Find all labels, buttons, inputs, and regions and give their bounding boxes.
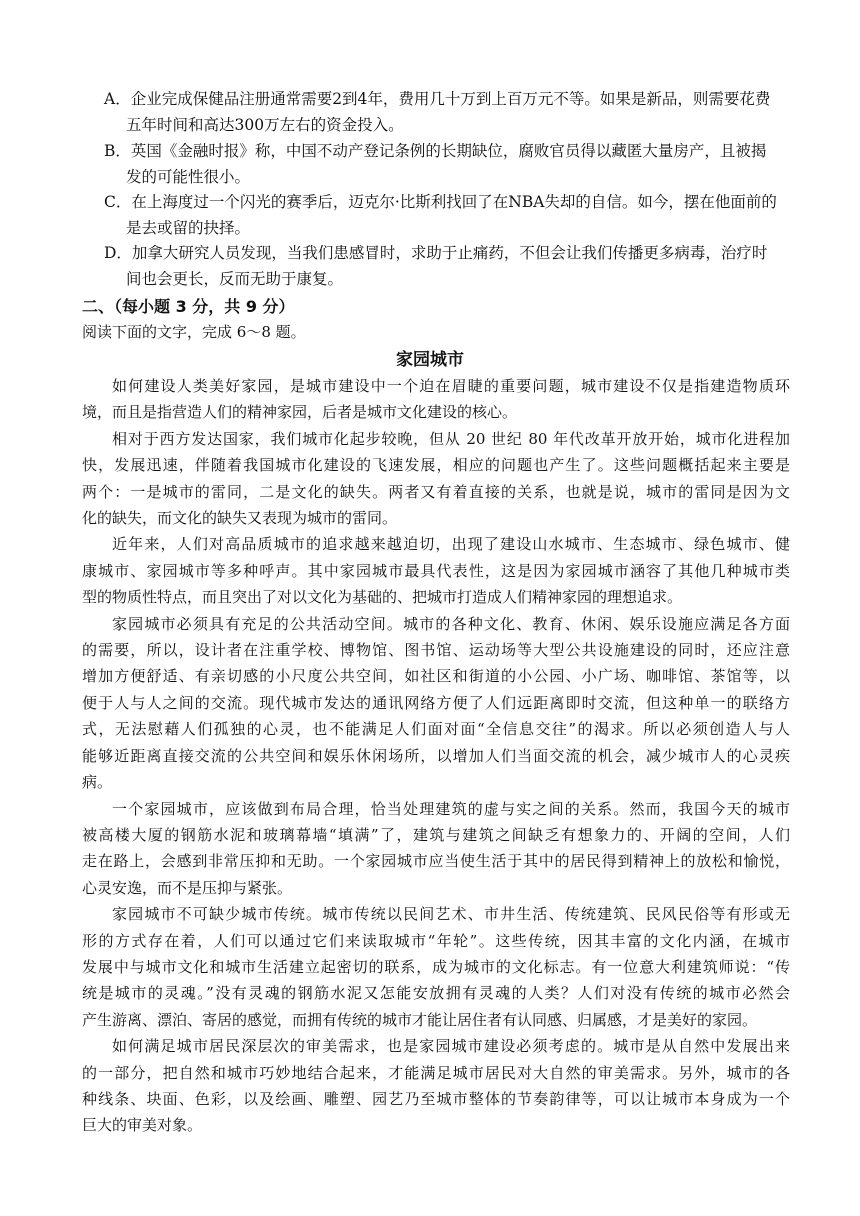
paragraph-line: 家园城市必须具有充足的公共活动空间。城市的各种文化、教育、休闲、娱乐设施应满足各方面: [112, 614, 790, 633]
paragraph-line: 产生游离、漂泊、寄居的感觉，而拥有传统的城市才能让居住者有认同感、归属感，才是美好的家园。: [82, 1010, 758, 1029]
paragraph-line: 快，发展迅速，伴随着我国城市化建设的飞速发展，相应的问题也产生了。这些问题概括起来主要是: [82, 456, 790, 475]
paragraph-line: 两个：一是城市的雷同，二是文化的缺失。两者又有着直接的关系，也就是说，城市的雷同是因为文: [82, 482, 790, 501]
paragraph-line: 境，而且是指营造人们的精神家园，后者是城市文化建设的核心。: [82, 403, 518, 422]
paragraph-line: 化的缺失，而文化的缺失又表现为城市的雷同。: [82, 509, 398, 528]
paragraph-line: 型的物质性特点，而且突出了对以文化为基础的、把城市打造成人们精神家园的理想追求。: [82, 588, 683, 607]
option-line: C．在上海度过一个闪光的赛季后，迈克尔·比斯利找回了在NBA失却的自信。如今，摆在他面前的: [104, 193, 777, 211]
paragraph-line: 相对于西方发达国家，我们城市化起步较晚，但从 20 世纪 80 年代改革开放开始，城市化进程加: [112, 429, 790, 448]
article-paragraph-7: [82, 1033, 790, 1139]
paragraph-line: 走在路上，会感到非常压抑和无助。一个家园城市应当使生活于其中的居民得到精神上的放松和愉悦，: [82, 852, 790, 871]
option-line: B．英国《金融时报》称，中国不动产登记条例的长期缺位，腐败官员得以藏匿大量房产，且被揭: [104, 142, 767, 160]
article-body: [82, 373, 790, 1139]
paragraph-line: 的需要，所以，设计者在注重学校、博物馆、图书馆、运动场等大型公共设施建设的同时，还应注意: [82, 641, 790, 660]
paragraph-line: 心灵安逸，而不是压抑与紧张。: [82, 878, 293, 897]
section-heading: 二、（每小题 3 分，共 9 分）: [82, 297, 295, 316]
paragraph-line: 的一部分，把自然和城市巧妙地结合起来，才能满足城市居民对大自然的审美需求。另外，城市的各: [82, 1063, 790, 1082]
option-line: D．加拿大研究人员发现，当我们患感冒时，求助于止痛药，不但会让我们传播更多病毒，治疗时: [104, 244, 768, 262]
option-a: [104, 86, 794, 138]
paragraph-line: 便于人与人之间的交流。现代城市发达的通讯网络方便了人们远距离即时交流，但这种单一的联络方: [82, 693, 790, 712]
article-title: 家园城市: [396, 350, 464, 370]
paragraph-line: 被高楼大厦的钢筋水泥和玻璃幕墙“填满”了，建筑与建筑之间缺乏有想象力的、开阔的空间，人们: [82, 825, 790, 844]
paragraph-line: 病。: [82, 773, 113, 792]
section-instruction: 阅读下面的文字，完成 6～8 题。: [82, 323, 306, 341]
paragraph-line: 式，无法慰藉人们孤独的心灵，也不能满足人们面对面“全信息交往”的渴求。所以必须创造人与人: [82, 720, 790, 739]
paragraph-line: 康城市、家园城市等多种呼声。其中家园城市最具代表性，这是因为家园城市涵容了其他几种城市类: [82, 561, 790, 580]
paragraph-line: 发展中与城市文化和城市生活建立起密切的联系，成为城市的文化标志。有一位意大利建筑师说：“传: [82, 957, 790, 976]
option-line: 间也会更长，反而无助于康复。: [126, 270, 344, 288]
article-paragraph-3: [82, 531, 790, 610]
article-paragraph-4: [82, 611, 790, 796]
option-line: A．企业完成保健品注册通常需要2到4年，费用几十万到上百万元不等。如果是新品，则需要花费: [104, 90, 771, 108]
option-line: 五年时间和高达300万左右的资金投入。: [126, 116, 404, 134]
paragraph-line: 如何建设人类美好家园，是城市建设中一个迫在眉睫的重要问题，城市建设不仅是指建造物质环: [112, 377, 790, 395]
paragraph-line: 形的方式存在着，人们可以通过它们来读取城市“年轮”。这些传统，因其丰富的文化内涵，在城市: [82, 931, 790, 950]
paragraph-line: 如何满足城市居民深层次的审美需求，也是家园城市建设必须考虑的。城市是从自然中发展出来: [112, 1037, 790, 1056]
paragraph-line: 种线条、块面、色彩，以及绘画、雕塑、园艺乃至城市整体的节奏韵律等，可以让城市本身成为一个: [82, 1089, 790, 1108]
paragraph-line: 巨大的审美对象。: [82, 1116, 203, 1135]
option-c: [104, 189, 794, 241]
article-paragraph-5: [82, 796, 790, 902]
option-line: 发的可能性很小。: [126, 168, 251, 186]
option-line: 是去或留的抉择。: [126, 219, 251, 237]
option-b: [104, 138, 794, 190]
paragraph-line: 近年来，人们对高品质城市的追求越来越迫切，出现了建设山水城市、生态城市、绿色城市、健: [112, 535, 790, 554]
paragraph-line: 家园城市不可缺少城市传统。城市传统以民间艺术、市井生活、传统建筑、民风民俗等有形或无: [112, 905, 790, 924]
paragraph-line: 增加方便舒适、有亲切感的小尺度公共空间，如社区和街道的小公园、小广场、咖啡馆、茶馆等，以: [82, 667, 790, 686]
article-paragraph-6: [82, 901, 790, 1033]
article-paragraph-1: [82, 373, 790, 426]
option-d: [104, 240, 794, 292]
paragraph-line: 一个家园城市，应该做到布局合理，恰当处理建筑的虚与实之间的关系。然而，我国今天的城市: [112, 799, 790, 818]
paragraph-line: 能够近距离直接交流的公共空间和娱乐休闲场所，以增加人们当面交流的机会，减少城市人的心灵疾: [82, 746, 790, 765]
paragraph-line: 统是城市的灵魂。”没有灵魂的钢筋水泥又怎能安放拥有灵魂的人类？人们对没有传统的城市必然会: [82, 984, 790, 1003]
article-paragraph-2: [82, 426, 790, 532]
